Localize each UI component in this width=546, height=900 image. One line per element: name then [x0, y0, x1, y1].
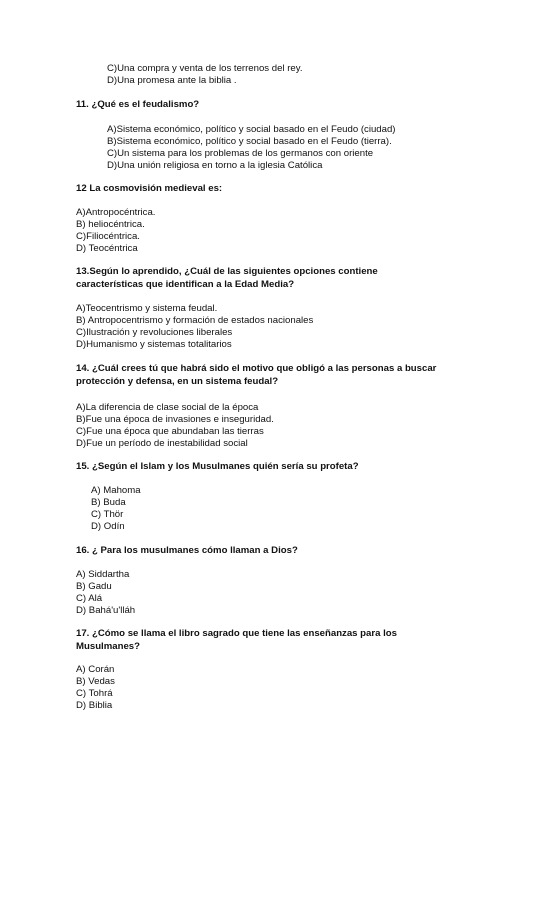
question-14-line-1: 14. ¿Cuál crees tú que habrá sido el motivo que obligó a las personas a buscar [76, 363, 437, 374]
question-13-line-2: características que identifican a la Edad Media? [76, 278, 295, 290]
option-d: D) Bahá'u'lláh [76, 604, 136, 616]
option-d: D)Una promesa ante la biblia . [107, 74, 237, 86]
option-a: A)Teocentrismo y sistema feudal. [76, 303, 218, 314]
question-14-options [76, 402, 274, 450]
option-c: C) Alá [76, 592, 103, 604]
option-c: C) Tohrá [76, 687, 113, 699]
question-13-line-1: 13.Según lo aprendido, ¿Cuál de las siguientes opciones contiene [76, 266, 378, 277]
option-b: B) Buda [91, 496, 126, 508]
question-16: 16. ¿ Para los musulmanes cómo llaman a Dios? [76, 545, 298, 556]
option-b: B)Fue una época de invasiones e inseguridad. [76, 413, 274, 425]
previous-question-options [107, 63, 303, 87]
option-a: A)Antropocéntrica. [76, 207, 156, 218]
question-13 [76, 266, 476, 291]
question-12-options [76, 207, 155, 255]
question-16-options [76, 569, 135, 617]
option-b: B) Antropocentrismo y formación de estados nacionales [76, 314, 314, 326]
question-17-line-1: 17. ¿Cómo se llama el libro sagrado que tiene las enseñanzas para los [76, 628, 397, 639]
question-14 [76, 363, 471, 388]
option-d: D) Odín [91, 520, 125, 532]
question-17-options [76, 664, 115, 712]
option-d: D) Biblia [76, 699, 113, 711]
question-12: 12 La cosmovisión medieval es: [76, 183, 223, 194]
question-11: 11. ¿Qué es el feudalismo? [76, 99, 200, 110]
question-13-options [76, 303, 313, 351]
option-a: A) Mahoma [91, 485, 141, 496]
question-17 [76, 628, 476, 653]
option-a: A)La diferencia de clase social de la época [76, 402, 259, 413]
question-11-options [107, 124, 396, 172]
option-d: D) Teocéntrica [76, 242, 138, 254]
option-c: C) Thör [91, 508, 124, 520]
option-b: B) heliocéntrica. [76, 218, 145, 230]
option-c: C)Una compra y venta de los terrenos del rey. [107, 63, 303, 74]
option-d: D)Una unión religiosa en torno a la iglesia Católica [107, 159, 323, 171]
option-a: A) Siddartha [76, 569, 130, 580]
option-c: C)Ilustración y revoluciones liberales [76, 326, 233, 338]
question-17-line-2: Musulmanes? [76, 640, 140, 652]
option-d: D)Fue un período de inestabilidad social [76, 437, 248, 449]
option-b: B) Gadu [76, 580, 112, 592]
option-c: C)Filiocéntrica. [76, 230, 140, 242]
option-a: A)Sistema económico, político y social basado en el Feudo (ciudad) [107, 124, 396, 135]
question-14-line-2: protección y defensa, en un sistema feudal? [76, 375, 279, 387]
question-15-options [91, 485, 141, 533]
option-b: B) Vedas [76, 675, 115, 687]
option-c: C)Un sistema para los problemas de los germanos con oriente [107, 147, 374, 159]
option-d: D)Humanismo y sistemas totalitarios [76, 338, 232, 350]
option-a: A) Corán [76, 664, 115, 675]
option-c: C)Fue una época que abundaban las tierras [76, 425, 264, 437]
option-b: B)Sistema económico, político y social basado en el Feudo (tierra). [107, 135, 392, 147]
question-15: 15. ¿Según el Islam y los Musulmanes quién sería su profeta? [76, 461, 359, 472]
